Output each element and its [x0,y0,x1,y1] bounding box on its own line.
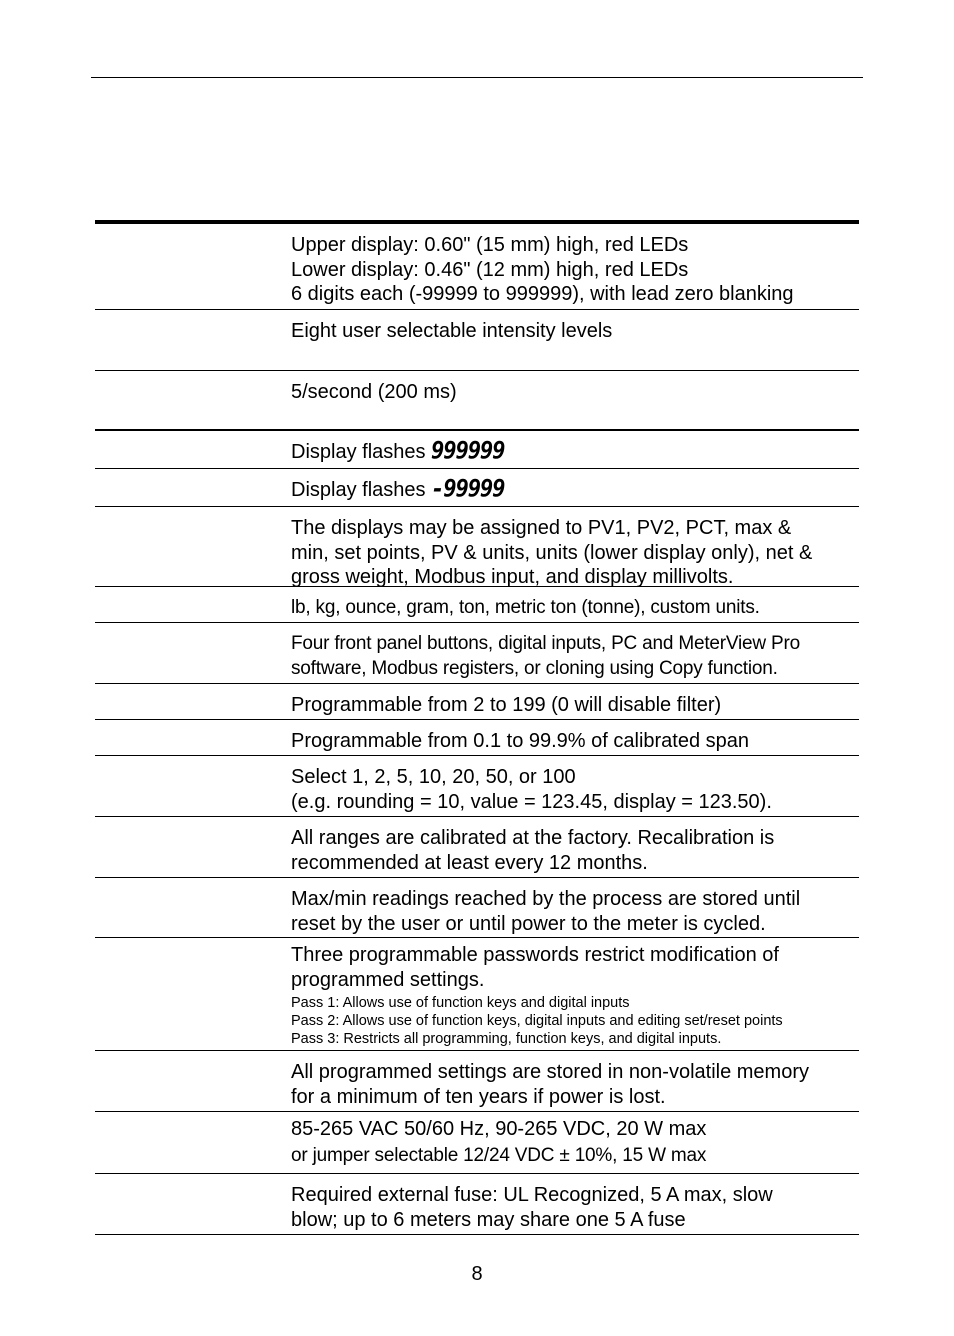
spec-line: or jumper selectable 12/24 VDC ± 10%, 15 W max [291,1144,707,1166]
spec-line: min, set points, PV & units, units (lower display only), net & [291,541,813,564]
page-number: 8 [471,1263,483,1285]
spec-line: blow; up to 6 meters may share one 5 A fuse [291,1208,686,1231]
spec-row-overrange [95,431,859,469]
password-note: Pass 1: Allows use of function keys and digital inputs [291,995,630,1011]
spec-row-passwords [95,938,859,1051]
spec-row-intensity [95,310,859,371]
spec-line: gross weight, Modbus input, and display millivolts. [291,566,734,588]
spec-row-calibration [95,817,859,878]
spec-line: software, Modbus registers, or cloning using Copy function. [291,657,778,679]
spec-line: 5/second (200 ms) [291,381,457,403]
spec-line: All ranges are calibrated at the factory. Recalibration is [291,827,775,849]
specifications-table [95,220,859,1235]
header-rule [91,77,863,78]
spec-line: Max/min readings reached by the process are stored until [291,888,801,910]
spec-line: 6 digits each (-99999 to 999999), with lead zero blanking [291,283,794,305]
spec-line [291,437,859,466]
spec-row-programming-methods [95,623,859,684]
spec-row-display-assignment [95,507,859,587]
spec-row-display [95,224,859,310]
spec-line: programmed settings. [291,968,485,991]
spec-line: Eight user selectable intensity levels [291,320,613,342]
spec-row-power [95,1112,859,1174]
spec-line: Upper display: 0.60" (15 mm) high, red LEDs [291,234,689,256]
spec-text: Display flashes [291,479,426,501]
spec-line: for a minimum of ten years if power is lost. [291,1085,666,1108]
spec-line: Select 1, 2, 5, 10, 20, 50, or 100 [291,766,576,788]
spec-line: Required external fuse: UL Recognized, 5 A max, slow [291,1184,773,1206]
spec-row-update-rate [95,371,859,431]
spec-line: Lower display: 0.46" (12 mm) high, red LEDs [291,258,689,281]
spec-line: (e.g. rounding = 10, value = 123.45, display = 123.50). [291,790,772,813]
led-display-reading: -99999 [431,475,505,504]
spec-line: Programmable from 2 to 199 (0 will disable filter) [291,694,722,716]
spec-line: Four front panel buttons, digital inputs, PC and MeterView Pro [291,633,800,654]
spec-line: Three programmable passwords restrict modification of [291,944,779,966]
spec-row-max-min [95,878,859,938]
spec-line: The displays may be assigned to PV1, PV2, PCT, max & [291,517,792,539]
spec-row-rounding [95,756,859,817]
password-note: Pass 2: Allows use of function keys, digital inputs and editing set/reset points [291,1013,783,1029]
password-note: Pass 3: Restricts all programming, function keys, and digital inputs. [291,1031,722,1047]
spec-line: All programmed settings are stored in non-volatile memory [291,1061,809,1083]
spec-text: Display flashes [291,441,426,463]
spec-line: Programmable from 0.1 to 99.9% of calibrated span [291,730,750,752]
spec-line [291,475,859,504]
spec-row-underrange [95,469,859,507]
spec-line: reset by the user or until power to the meter is cycled. [291,912,766,935]
spec-row-filter-bypass [95,720,859,756]
spec-line: recommended at least every 12 months. [291,851,648,874]
spec-row-fuse [95,1174,859,1235]
spec-row-memory [95,1051,859,1112]
spec-row-filter [95,684,859,720]
spec-line: lb, kg, ounce, gram, ton, metric ton (tonne), custom units. [291,597,760,618]
led-display-reading: 999999 [431,437,505,466]
spec-row-units [95,587,859,623]
spec-line: 85-265 VAC 50/60 Hz, 90-265 VDC, 20 W max [291,1118,707,1140]
